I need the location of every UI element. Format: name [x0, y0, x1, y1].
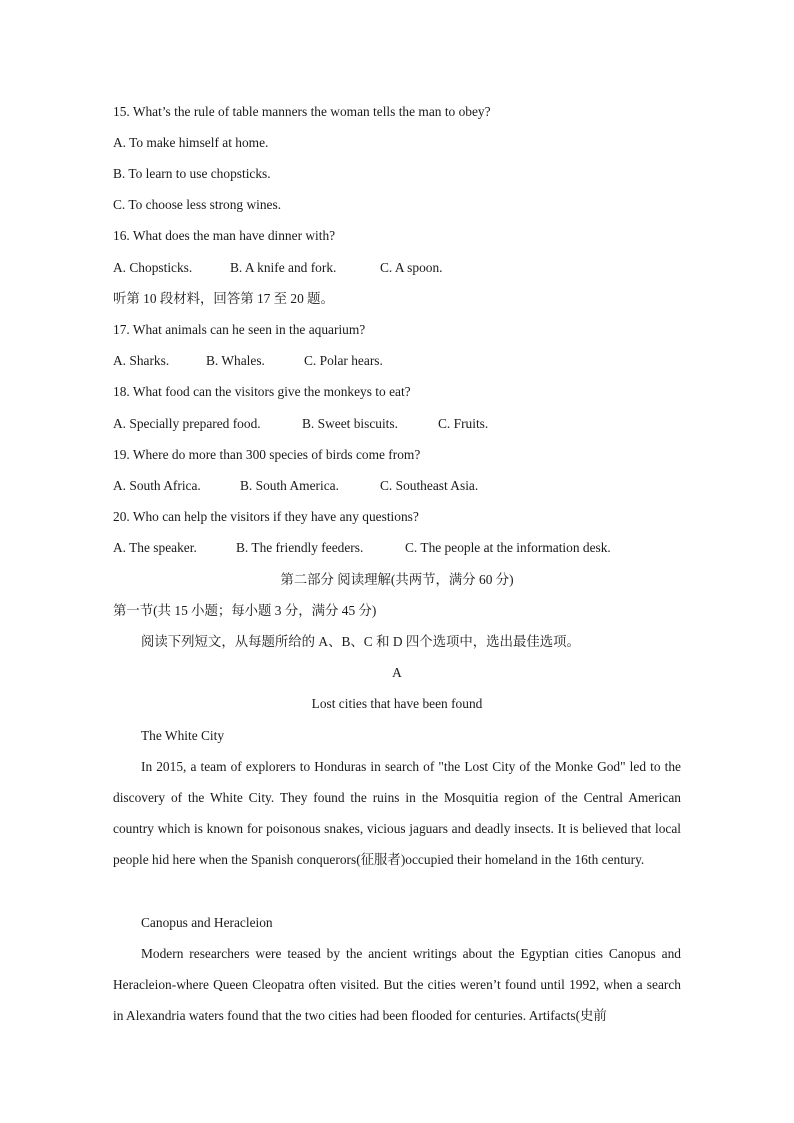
question-18-options [113, 415, 681, 433]
question-17-option-b: B. Whales. [206, 353, 265, 368]
question-17-option-c: C. Polar hears. [304, 353, 383, 368]
question-20-options [113, 539, 681, 557]
paragraph-white-city: In 2015, a team of explorers to Honduras in search of "the Lost City of the Monke God" led to the discovery of the White City. They found the ruins in the Mosquitia region of the Central American country which is known for poisonous snakes, vicious jaguars and deadly insects. It is believed that local people hid here when the Spanish conquerors(征服者)occupied their homeland in the 16th century. [113, 759, 681, 868]
part-two-title: 第二部分 阅读理解(共两节，满分 60 分) [280, 572, 514, 587]
question-19-stem: 19. Where do more than 300 species of birds come from? [113, 447, 421, 462]
question-20-option-b: B. The friendly feeders. [236, 540, 364, 555]
question-20-option-c: C. The people at the information desk. [405, 540, 611, 555]
question-17-options [113, 352, 681, 370]
passage-letter: A [392, 665, 402, 680]
question-20-stem: 20. Who can help the visitors if they have any questions? [113, 509, 419, 524]
question-18-stem: 18. What food can the visitors give the monkeys to eat? [113, 384, 411, 399]
question-18-option-c: C. Fruits. [438, 416, 489, 431]
material-instruction: 听第 10 段材料，回答第 17 至 20 题。 [113, 291, 334, 306]
question-19-option-c: C. Southeast Asia. [380, 478, 479, 493]
question-19-option-a: A. South Africa. [113, 478, 201, 493]
question-15-stem: 15. What’s the rule of table manners the woman tells the man to obey? [113, 104, 491, 119]
subheading-canopus-heracleion: Canopus and Heracleion [141, 915, 273, 930]
subheading-white-city: The White City [141, 728, 225, 743]
question-15-option-a: A. To make himself at home. [113, 135, 269, 150]
question-18-option-b: B. Sweet biscuits. [302, 416, 398, 431]
paragraph-canopus-heracleion: Modern researchers were teased by the ancient writings about the Egyptian cities Canopus and Heracleion-where Queen Cleopatra often visited. But the cities weren’t found until 1992, when a search in Alexandria waters found that the two cities had been flooded for centuries. Artifacts(史前 [113, 946, 681, 1024]
reading-instruction: 阅读下列短文，从每题所给的 A、B、C 和 D 四个选项中，选出最佳选项。 [141, 634, 580, 649]
question-15-option-c: C. To choose less strong wines. [113, 197, 282, 212]
passage-title: Lost cities that have been found [311, 696, 483, 711]
question-19-options [113, 477, 681, 495]
question-16-stem: 16. What does the man have dinner with? [113, 228, 336, 243]
question-15-option-b: B. To learn to use chopsticks. [113, 166, 271, 181]
question-20-option-a: A. The speaker. [113, 540, 197, 555]
question-18-option-a: A. Specially prepared food. [113, 416, 261, 431]
question-17-stem: 17. What animals can he seen in the aquarium? [113, 322, 366, 337]
question-16-option-b: B. A knife and fork. [230, 260, 337, 275]
question-16-option-a: A. Chopsticks. [113, 260, 193, 275]
question-19-option-b: B. South America. [240, 478, 339, 493]
question-16-options [113, 259, 681, 277]
question-17-option-a: A. Sharks. [113, 353, 170, 368]
section-one-heading: 第一节(共 15 小题；每小题 3 分，满分 45 分) [113, 603, 377, 618]
question-16-option-c: C. A spoon. [380, 260, 443, 275]
